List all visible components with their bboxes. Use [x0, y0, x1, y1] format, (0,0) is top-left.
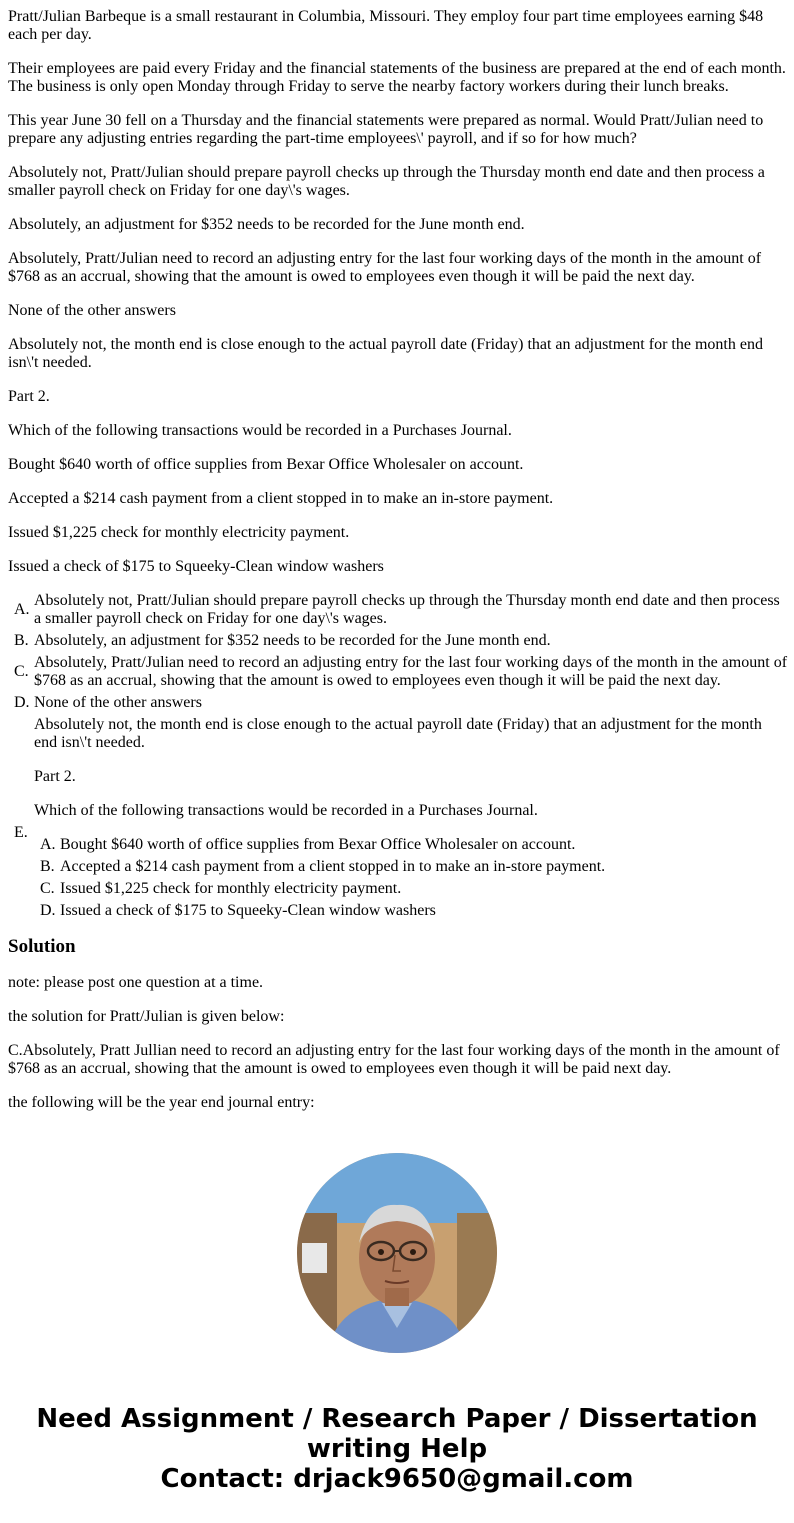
list-item: B. Accepted a $214 cash payment from a client stopped in to make an in-store payment. [40, 858, 606, 875]
question-para3: This year June 30 fell on a Thursday and the financial statements were prepared as normal. Would Pratt/Julian need to prepare any adjusting entries regarding the part-time employees\' payroll, and if so for how much? [8, 112, 764, 147]
option-marker: E. [14, 824, 28, 841]
option-text-1: Absolutely not, Pratt/Julian should prepare payroll checks up through the Thursday month end date and then process a smaller payroll check on Friday for one day\'s wages. [8, 164, 765, 199]
footer-contact: Contact: drjack9650@gmail.com [160, 1464, 634, 1494]
list-item: B. Absolutely, an adjustment for $352 needs to be recorded for the June month end. [14, 632, 551, 649]
part2-options-list [34, 836, 788, 920]
part2-option-text-3: Issued $1,225 check for monthly electricity payment. [8, 524, 350, 541]
list-item: D. Issued a check of $175 to Squeeky-Clean window washers [40, 902, 436, 919]
solution-heading: Solution [8, 936, 76, 957]
answer-options-list [8, 592, 788, 920]
list-item: D. None of the other answers [14, 694, 202, 711]
option-marker: A. [14, 601, 30, 618]
option-text-3: Absolutely, Pratt/Julian need to record an adjusting entry for the last four working days of the month in the amount of $768 as an accrual, showing that the amount is owed to employees even though it will be paid the next day. [8, 250, 762, 285]
option-text-4: None of the other answers [8, 302, 176, 319]
document-content [8, 0, 788, 1122]
avatar-photo [297, 1153, 497, 1353]
part2-label: Part 2. [8, 388, 50, 405]
question-para2: Their employees are paid every Friday and the financial statements of the business are prepared at the end of each month. The business is only open Monday through Friday to serve the nearby factory workers during their lunch breaks. [8, 60, 786, 95]
part2-question: Which of the following transactions would be recorded in a Purchases Journal. [8, 422, 512, 439]
avatar [297, 1153, 497, 1353]
list-item: C. Issued $1,225 check for monthly electricity payment. [40, 880, 402, 897]
footer-line-2: writing Help [306, 1434, 488, 1464]
list-item: A. Absolutely not, Pratt/Julian should prepare payroll checks up through the Thursday month end date and then process a smaller payroll check on Friday for one day\'s wages. [14, 592, 780, 627]
part2-option-text-4: Issued a check of $175 to Squeeky-Clean window washers [8, 558, 384, 575]
list-item: A. Bought $640 worth of office supplies from Bexar Office Wholesaler on account. [40, 836, 576, 853]
list-item: C. Absolutely, Pratt/Julian need to record an adjusting entry for the last four working days of the month in the amount of $768 as an accrual, showing that the amount is owed to employees even though it will be paid the next day. [14, 654, 788, 689]
part2-option-text-2: Accepted a $214 cash payment from a client stopped in to make an in-store payment. [8, 490, 554, 507]
footer-banner [0, 1404, 794, 1494]
option-text-5: Absolutely not, the month end is close enough to the actual payroll date (Friday) that an adjustment for the month end isn\'t needed. [8, 336, 763, 371]
solution-intro: the solution for Pratt/Julian is given below: [8, 1008, 285, 1025]
list-item: E. Absolutely not, the month end is close enough to the actual payroll date (Friday) that an adjustment for the month end isn\'t needed. Part 2. Which of the following transactions would be recorded in a Purchases Journal. A. Bought $640 worth of office supplies from Bexar Office Wholesaler on account. B. Accepted a $214 cash payment from a client stopped in to make an in-store payment. C. Issued $1,225 check for monthly electricity payment. D. Issued a check of $175 to Squeeky-Clean window washers [34, 716, 788, 920]
option-text-2: Absolutely, an adjustment for $352 needs to be recorded for the June month end. [8, 216, 525, 233]
part2-option-text-1: Bought $640 worth of office supplies from Bexar Office Wholesaler on account. [8, 456, 524, 473]
footer-line-1: Need Assignment / Research Paper / Dissertation [36, 1404, 758, 1434]
question-intro: Pratt/Julian Barbeque is a small restaurant in Columbia, Missouri. They employ four part time employees earning $48 each per day. [8, 8, 764, 43]
solution-journal-line: the following will be the year end journal entry: [8, 1094, 315, 1111]
option-marker: B. [14, 632, 29, 649]
solution-note: note: please post one question at a time. [8, 974, 264, 991]
option-marker: D. [14, 694, 30, 711]
option-marker: C. [14, 663, 29, 680]
solution-answer: C.Absolutely, Pratt Jullian need to record an adjusting entry for the last four working days of the month in the amount of $768 as an accrual, showing that the amount is owed to employees even though it will be paid next day. [8, 1042, 780, 1077]
